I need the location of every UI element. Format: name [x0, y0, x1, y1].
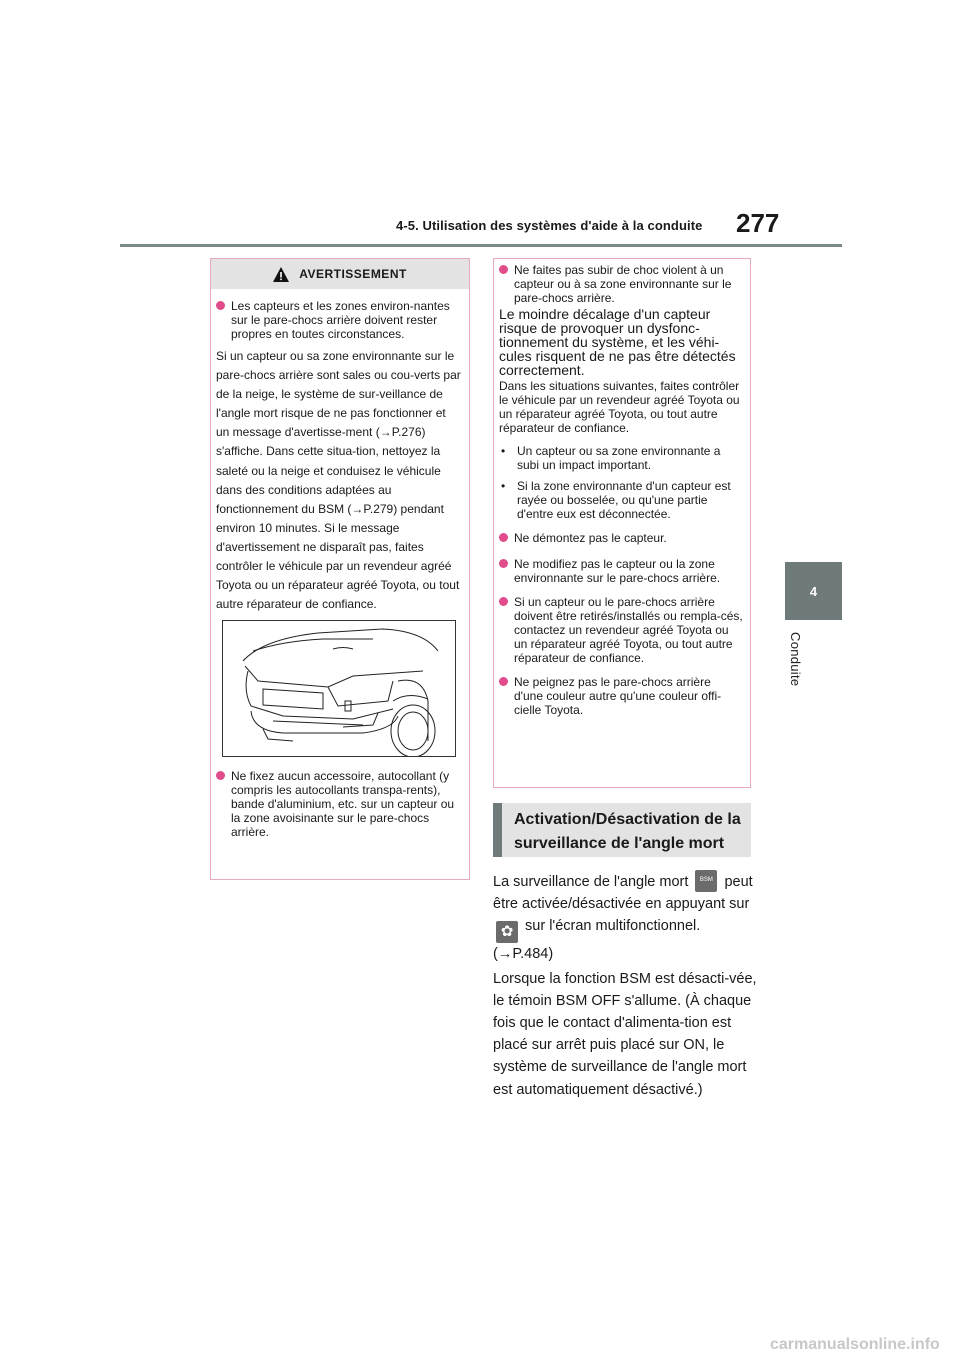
warning-icon — [273, 267, 289, 282]
section-title: Activation/Désactivation de la surveillance de l'angle mort — [493, 803, 751, 857]
warning-header — [211, 259, 469, 289]
list-item: Ne fixez aucun accessoire, autocollant (y compris les autocollants transpa-rents), bande d'aluminium, etc. sur un capteur ou la zone avoisinante sur le pare-chocs arrière. — [216, 769, 462, 839]
list-item: Ne modifiez pas le capteur ou la zone environnante sur le pare-chocs arrière. — [499, 557, 743, 585]
list-item: • Si la zone environnante d'un capteur est rayée ou bosselée, ou qu'une partie d'entre eux est déconnectée. — [501, 479, 731, 521]
caution-continued-box — [493, 258, 751, 788]
watermark: carmanualsonline.info — [770, 1336, 940, 1353]
list-item: Ne démontez pas le capteur. — [499, 531, 743, 545]
chapter-tab: 4 — [785, 562, 842, 620]
emphasis-text: Le moindre décalage d'un capteur risque de provoquer un dysfonc-tionnement du système, et les véhi-cules risquent de ne pas être détectés correctement. — [499, 306, 736, 378]
list-item: Les capteurs et les zones environ-nantes sur le pare-chocs arrière doivent rester propres en toutes circonstances. — [216, 299, 462, 341]
section-header: 4-5. Utilisation des systèmes d'aide à la conduite — [396, 218, 703, 233]
section-body: La surveillance de l'angle mort BSM peut être activée/désactivée en appuyant sur ✿ sur l'écran multifonctionnel. (→P.484) Lorsque la fonction BSM est désacti-vée, le témoin BSM OFF s'allume. (À chaque fois que le contact d'alimenta-tion est placé sur arrêt puis placé sur ON, le système de surveillance de l'angle mort est automatiquement désactivé.) — [493, 870, 761, 1101]
warning-title: AVERTISSEMENT — [299, 267, 407, 281]
bullet-icon — [499, 559, 508, 568]
bullet-icon — [216, 301, 225, 310]
warning-box — [210, 258, 470, 880]
bullet-icon — [499, 265, 508, 274]
bullet-icon — [499, 533, 508, 542]
chapter-label: Conduite — [788, 632, 803, 687]
bullet-icon — [499, 677, 508, 686]
bullet-icon — [216, 771, 225, 780]
instruction-text: Dans les situations suivantes, faites contrôler le véhicule par un revendeur agréé Toyota ou un réparateur agréé Toyota, ou tout autre réparateur de confiance. — [499, 379, 740, 435]
bsm-icon — [695, 870, 717, 892]
list-item: Si un capteur ou le pare-chocs arrière doivent être retirés/installés ou rempla-cés, contactez un revendeur agréé Toyota ou un réparateur agréé Toyota, ou tout autre réparateur de confiance. — [499, 595, 743, 665]
list-item: Ne faites pas subir de choc violent à un capteur ou à sa zone environnante sur le pare-chocs arrière. — [499, 263, 743, 305]
warning-paragraph: Si un capteur ou sa zone environnante sur le pare-chocs arrière sont sales ou cou-verts par de la neige, le système de sur-veillance de l'angle mort risque de ne pas fonctionner et un message d'avertisse-ment (→P.276) s'affiche. Dans cette situa-tion, nettoyez la saleté ou la neige et conduisez le véhicule dans des conditions adaptées au fonctionnement du BSM (→P.279) pendant environ 10 minutes. Si le message d'avertissement ne disparaît pas, faites contrôler le véhicule par un revendeur agréé Toyota ou un réparateur agréé Toyota, ou tout autre réparateur de confiance. — [216, 349, 461, 612]
page-number: 277 — [736, 208, 780, 238]
bullet-icon — [499, 597, 508, 606]
gear-icon: ✿ — [496, 921, 518, 943]
list-item: • Un capteur ou sa zone environnante a subi un impact important. — [501, 444, 721, 472]
header-rule — [120, 244, 842, 247]
car-rear-illustration — [222, 620, 456, 757]
vehicle-rear-drawing — [223, 621, 455, 756]
list-item: Ne peignez pas le pare-chocs arrière d'une couleur autre qu'une couleur offi-cielle Toyota. — [499, 675, 743, 717]
